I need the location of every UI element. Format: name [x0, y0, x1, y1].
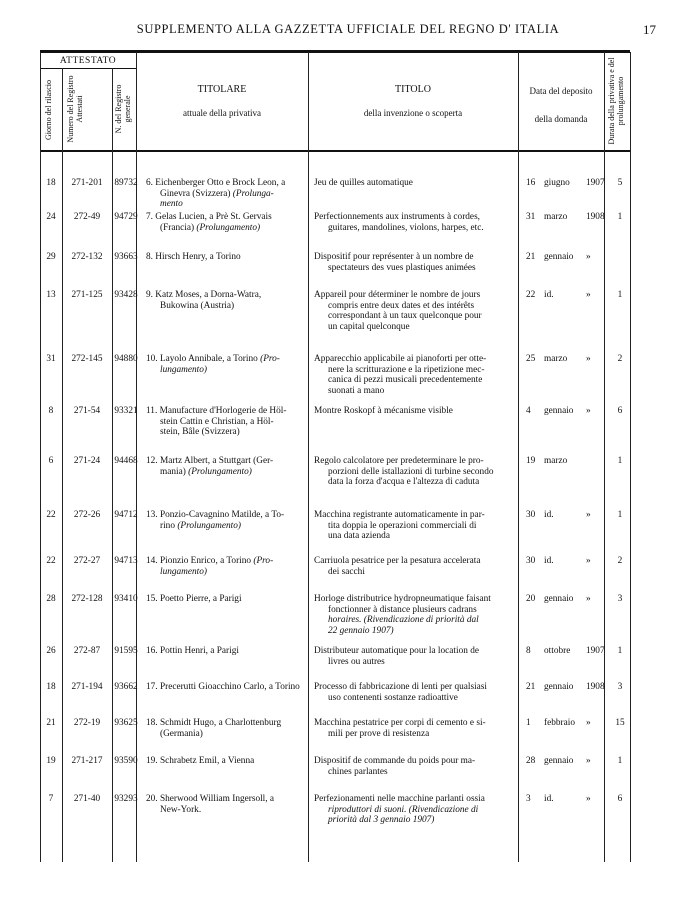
data-anno: »: [586, 794, 591, 804]
titolare-line: 10. Layolo Annibale, a Torino: [146, 354, 258, 364]
titolo-line: Dispositif pour représenter à un nombre de: [314, 252, 474, 262]
titolo-invenzione: [314, 556, 518, 577]
data-giorno: 30: [526, 556, 536, 566]
titolare-line: Ginevra (Svizzera): [160, 188, 231, 199]
data-giorno: 30: [526, 510, 536, 520]
registro-generale: 89732: [114, 178, 138, 188]
titolare-line: 12. Martz Albert, a Stuttgart (Ger-: [146, 456, 274, 466]
titolare-line: Bukowina (Austria): [160, 300, 235, 311]
page-number: 17: [643, 22, 656, 37]
header-attestato: ATTESTATO: [59, 56, 117, 66]
titolo-invenzione: [314, 212, 518, 233]
titolare-line-3: [146, 199, 316, 210]
titolare-prolungamento: (Pro-: [253, 556, 274, 566]
titolare: [146, 718, 316, 739]
data-mese: marzo: [544, 354, 568, 364]
header-titolare: TITOLARE: [197, 84, 247, 95]
data-anno: 1908: [586, 212, 605, 222]
data-giorno: 21: [526, 252, 536, 262]
registro-generale: 93662: [114, 682, 138, 692]
titolo-line: tita doppia le operazioni commerciali di: [328, 520, 477, 531]
titolo-line: horaires. (Rivendicazione di priorità dal: [328, 615, 479, 625]
titolare: [146, 178, 316, 210]
data-mese: gennaio: [544, 594, 574, 604]
giorno-rilascio: 21: [46, 718, 56, 728]
titolare-line-2: [146, 365, 316, 376]
titolo-line: Perfezionamenti nelle macchine parlanti ossia: [314, 794, 485, 804]
titolo-line: Apparecchio applicabile ai pianoforti per otte-: [314, 354, 487, 364]
numero-attestato: 271-24: [73, 456, 101, 466]
data-giorno: 31: [526, 212, 536, 222]
data-giorno: 3: [526, 794, 531, 804]
titolare-line: 15. Poetto Pierre, a Parigi: [146, 594, 242, 604]
col-line: [604, 52, 605, 862]
titolare-line-3: [146, 427, 316, 438]
data-mese: gennaio: [544, 756, 574, 766]
registro-generale: 94712: [114, 510, 138, 520]
data-mese: giugno: [544, 178, 570, 188]
titolo-line: guitares, mandolines, violons, harpes, etc.: [328, 222, 484, 233]
giorno-rilascio: 24: [46, 212, 56, 222]
titolare-line: 11. Manufacture d'Horlogerie de Höl-: [146, 406, 287, 416]
giorno-rilascio: 22: [46, 510, 56, 520]
titolo-line: canica di pezzi musicali precedentemente: [328, 375, 483, 385]
durata: 1: [617, 756, 623, 766]
titolare: [146, 510, 316, 531]
titolo-line: fonctionner à distance plusieurs cadrans: [328, 604, 477, 615]
durata: 3: [617, 594, 623, 604]
titolo-invenzione: [314, 178, 518, 189]
titolo-line: un capital quelconque: [328, 321, 410, 332]
data-mese: ottobre: [544, 646, 571, 656]
titolare: [146, 406, 316, 438]
header-titolare-sub: attuale della privativa: [183, 108, 261, 118]
titolare-line: 20. Sherwood William Ingersoll, a: [146, 794, 275, 804]
header-data-sub: della domanda: [534, 114, 588, 124]
titolare-line: 9. Katz Moses, a Dorna-Watra,: [146, 290, 262, 300]
titolare-line: (Germania): [160, 728, 203, 739]
titolare-line: New-York.: [160, 804, 202, 815]
numero-attestato: 272-132: [71, 252, 103, 262]
titolo-line: Macchina registrante automaticamente in par-: [314, 510, 485, 520]
titolare: [146, 354, 316, 375]
col-line: [112, 68, 113, 862]
titolo-line: Montre Roskopf à mécanisme visible: [314, 406, 453, 416]
titolo-line: correspondant à un taux quelconque pour: [328, 311, 482, 321]
titolo-line: livres ou autres: [328, 656, 385, 667]
giorno-rilascio: 18: [46, 178, 56, 188]
titolare-prolungamento: (Pro-: [260, 354, 280, 364]
registro-generale: 93293: [114, 794, 138, 804]
data-giorno: 28: [526, 756, 536, 766]
durata: 1: [617, 290, 623, 300]
data-anno: »: [586, 756, 591, 766]
titolare-line: mania): [160, 466, 186, 477]
titolo-invenzione: [314, 594, 518, 636]
titolo-line: Dispositif de commande du poids pour ma-: [314, 756, 476, 766]
titolare-line: 17. Precerutti Gioacchino Carlo, a Torino: [146, 682, 300, 692]
numero-attestato: 272-49: [73, 212, 101, 222]
titolare-prolungamento: lungamento): [160, 364, 207, 375]
titolare-line-2: [146, 223, 316, 234]
giorno-rilascio: 18: [46, 682, 56, 692]
giorno-rilascio: 28: [46, 594, 56, 604]
titolare-line: (Francia): [160, 222, 195, 233]
data-giorno: 19: [526, 456, 536, 466]
titolo-invenzione: [314, 794, 518, 826]
data-anno: »: [586, 406, 591, 416]
data-anno: »: [586, 290, 591, 300]
titolare-prolungamento: mento: [160, 199, 183, 209]
titolo-invenzione: [314, 406, 518, 417]
titolare-line-2: [146, 301, 316, 312]
durata: 2: [617, 354, 623, 364]
titolo-line: Appareil pour déterminer le nombre de jours: [314, 290, 481, 300]
header-titolo-sub: della invenzione o scoperta: [363, 108, 463, 118]
titolare-line: 13. Ponzio-Cavagnino Matilde, a To-: [146, 510, 285, 520]
titolare: [146, 646, 316, 657]
data-giorno: 1: [526, 718, 531, 728]
titolare-line: 16. Pottin Henri, a Parigi: [146, 646, 239, 656]
header-titolo: TITOLO: [395, 84, 431, 95]
numero-attestato: 271-54: [73, 406, 101, 416]
top-rule-inner: [40, 52, 630, 53]
durata: 1: [617, 646, 623, 656]
titolare: [146, 290, 316, 311]
data-giorno: 16: [526, 178, 536, 188]
titolo-line: riproduttori di suoni. (Rivendicazione di: [328, 804, 479, 815]
giorno-rilascio: 22: [46, 556, 56, 566]
data-giorno: 20: [526, 594, 536, 604]
durata: 15: [615, 718, 625, 728]
durata: 1: [617, 456, 623, 466]
numero-attestato: 272-27: [73, 556, 101, 566]
data-mese: febbraio: [544, 718, 575, 728]
titolare-line: 7. Gelas Lucien, a Prè St. Gervais: [146, 212, 272, 222]
data-anno: 1907: [586, 178, 605, 188]
titolo-invenzione: [314, 252, 518, 273]
durata: 6: [617, 794, 623, 804]
data-giorno: 25: [526, 354, 536, 364]
data-mese: marzo: [544, 212, 568, 222]
giorno-rilascio: 7: [48, 794, 54, 804]
titolo-invenzione: [314, 510, 518, 542]
data-anno: »: [586, 718, 591, 728]
header-durata: Durata della privativa e del prolungamento: [607, 57, 625, 145]
durata: 3: [617, 682, 623, 692]
registro-generale: 93590: [114, 756, 138, 766]
titolare-prolungamento: (Prolungamento): [196, 222, 261, 233]
titolo-line: compris entre deux dates et des intérêts: [328, 300, 475, 311]
titolare: [146, 682, 316, 693]
titolo-line: mili per prove di resistenza: [328, 728, 430, 739]
titolo-invenzione: [314, 354, 518, 396]
giorno-rilascio: 6: [48, 456, 54, 466]
durata: 1: [617, 510, 623, 520]
titolo-invenzione: [314, 682, 518, 703]
data-anno: »: [586, 510, 591, 520]
header-reg-gen: N. del Registro generale: [114, 84, 132, 134]
titolo-line: Processo di fabbricazione di lenti per qualsiasi: [314, 682, 487, 692]
header-numero: Numero del Registro Attestati: [66, 75, 84, 143]
registro-generale: 91595: [114, 646, 138, 656]
data-anno: »: [586, 556, 591, 566]
titolo-line: Perfectionnements aux instruments à cordes,: [314, 212, 481, 222]
titolo-line: suonati a mano: [328, 385, 385, 396]
titolo-line: Carriuola pesatrice per la pesatura accelerata: [314, 556, 481, 566]
header-data: Data del deposito: [529, 86, 593, 96]
titolare: [146, 756, 316, 767]
header-title: SUPPLEMENTO ALLA GAZZETTA UFFICIALE DEL REGNO D' ITALIA: [136, 22, 560, 36]
titolo-line: priorità dal 3 gennaio 1907): [328, 815, 435, 825]
titolare-line: 19. Schrabetz Emil, a Vienna: [146, 756, 255, 766]
data-mese: id.: [544, 794, 554, 804]
titolo-line: nere la scritturazione e la ripetizione mec-: [328, 364, 485, 375]
data-anno: 1907: [586, 646, 605, 656]
data-anno: »: [586, 252, 591, 262]
numero-attestato: 271-201: [71, 178, 103, 188]
giorno-rilascio: 29: [46, 252, 56, 262]
titolo-invenzione: [314, 718, 518, 739]
titolo-line: data la forza d'acqua e l'altezza di caduta: [328, 477, 480, 487]
titolare-line: 8. Hirsch Henry, a Torino: [146, 252, 241, 262]
titolare: [146, 794, 316, 815]
titolare-line-2: [146, 521, 316, 532]
titolo-invenzione: [314, 456, 518, 488]
registro-generale: 94468: [114, 456, 138, 466]
titolo-line: porzioni delle istallazioni di turbine secondo: [328, 466, 494, 477]
titolare-line-2: [146, 417, 316, 428]
giorno-rilascio: 8: [48, 406, 54, 416]
numero-attestato: 272-19: [73, 718, 101, 728]
titolare: [146, 556, 316, 577]
data-anno: »: [586, 594, 591, 604]
titolare-line-2: [146, 189, 316, 200]
header-bottom-rule: [40, 150, 630, 152]
numero-attestato: 272-87: [73, 646, 101, 656]
titolare-line-2: [146, 467, 316, 478]
titolare-line: 6. Eichenberger Otto e Brock Leon, a: [146, 178, 286, 188]
giorno-rilascio: 13: [46, 290, 56, 300]
registro-generale: 93321: [114, 406, 138, 416]
titolo-line: dei sacchi: [328, 566, 365, 577]
data-mese: marzo: [544, 456, 568, 466]
titolare-prolungamento: (Prolungamento): [177, 520, 242, 531]
numero-attestato: 271-125: [71, 290, 103, 300]
data-mese: id.: [544, 556, 554, 566]
data-mese: gennaio: [544, 682, 574, 692]
titolare-line: stein, Bâle (Svizzera): [160, 427, 240, 437]
data-giorno: 21: [526, 682, 536, 692]
durata: 2: [617, 556, 623, 566]
registro-generale: 93428: [114, 290, 138, 300]
registro-generale: 94880: [114, 354, 138, 364]
titolare-prolungamento: lungamento): [160, 566, 207, 577]
data-giorno: 4: [526, 406, 531, 416]
titolo-invenzione: [314, 290, 518, 332]
numero-attestato: 272-26: [73, 510, 101, 520]
titolare-prolungamento: (Prolungamento): [188, 466, 252, 477]
titolo-line: una data azienda: [328, 531, 390, 541]
titolo-line: Regolo calcolatore per predeterminare le pro-: [314, 456, 484, 466]
titolare-line: 18. Schmidt Hugo, a Charlottenburg: [146, 718, 282, 728]
page-header: [40, 22, 656, 42]
col-line: [518, 52, 519, 862]
col-line: [630, 52, 631, 862]
titolare-line-2: [146, 805, 316, 816]
titolare-prolungamento: (Prolunga-: [232, 188, 274, 199]
titolo-line: Jeu de quilles automatique: [314, 178, 413, 188]
header-rilascio: Giorno del rilascio: [44, 80, 53, 140]
titolare-line-2: [146, 567, 316, 578]
durata: 5: [617, 178, 623, 188]
numero-attestato: 271-217: [71, 756, 103, 766]
attestato-rule: [40, 68, 136, 69]
titolare: [146, 456, 316, 477]
giorno-rilascio: 19: [46, 756, 56, 766]
titolo-line: Horloge distributrice hydropneumatique faisant: [314, 594, 491, 604]
registro-generale: 93625: [114, 718, 138, 728]
numero-attestato: 272-145: [71, 354, 103, 364]
titolare-line: stein Cattin e Christian, a Höl-: [160, 416, 274, 427]
titolo-line: Macchina pestatrice per corpi di cemento e si-: [314, 718, 486, 728]
titolo-line: 22 gennaio 1907): [328, 625, 394, 636]
titolare-line-2: [146, 729, 316, 740]
titolo-line: spectateurs des vues plastiques animées: [328, 262, 476, 273]
data-mese: gennaio: [544, 252, 574, 262]
durata: 6: [617, 406, 623, 416]
titolo-invenzione: [314, 646, 518, 667]
titolare: [146, 594, 316, 605]
titolare-line: 14. Pionzio Enrico, a Torino: [146, 556, 252, 566]
giorno-rilascio: 26: [46, 646, 56, 656]
data-anno: 1908: [586, 682, 605, 692]
titolo-line: chines parlantes: [328, 766, 388, 777]
registro-generale: 93410: [114, 594, 138, 604]
data-giorno: 22: [526, 290, 536, 300]
data-anno: »: [586, 354, 591, 364]
titolo-invenzione: [314, 756, 518, 777]
data-mese: gennaio: [544, 406, 574, 416]
durata: 1: [617, 212, 623, 222]
registro-generale: 93663: [114, 252, 138, 262]
titolare: [146, 212, 316, 233]
registro-generale: 94729: [114, 212, 138, 222]
giorno-rilascio: 31: [46, 354, 56, 364]
registro-generale: 94713: [114, 556, 138, 566]
data-giorno: 8: [526, 646, 531, 656]
numero-attestato: 271-40: [73, 794, 101, 804]
data-mese: id.: [544, 510, 554, 520]
titolo-line: Distributeur automatique pour la location de: [314, 646, 479, 656]
data-mese: id.: [544, 290, 554, 300]
titolare: [146, 252, 316, 263]
numero-attestato: 272-128: [71, 594, 103, 604]
titolo-line: uso contenenti sostanze radioattive: [328, 692, 458, 703]
titolare-line: rino: [160, 520, 175, 531]
numero-attestato: 271-194: [71, 682, 103, 692]
